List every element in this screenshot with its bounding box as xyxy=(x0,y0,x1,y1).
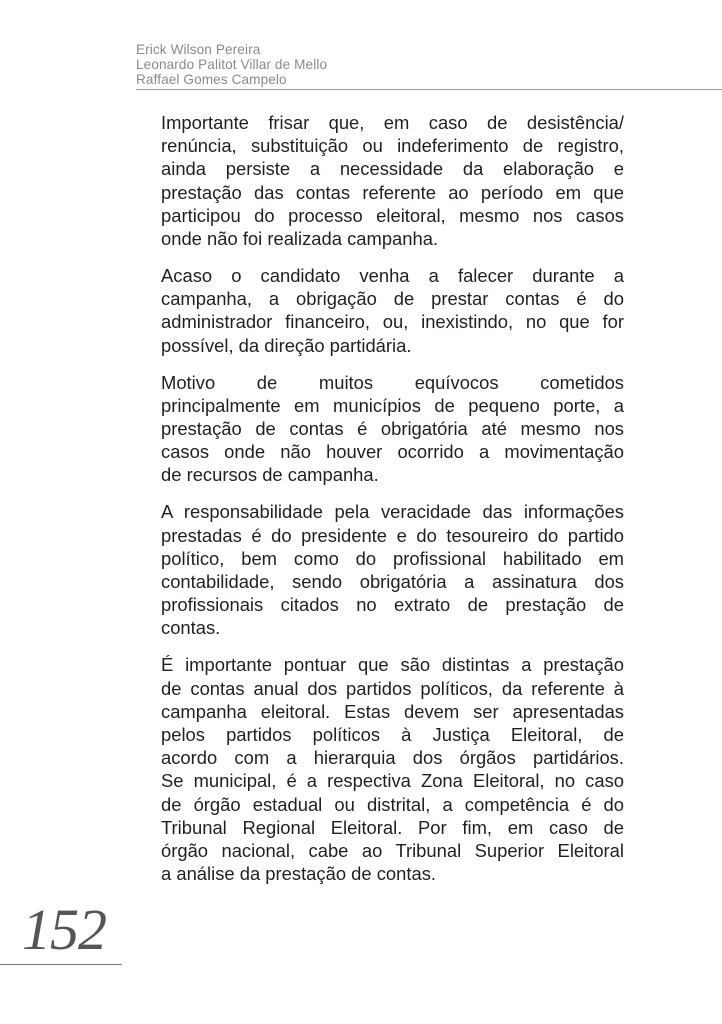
text-line: contabilidade, sendo obrigatória a assinatura dos xyxy=(161,571,624,593)
author-name: Leonardo Palitot Villar de Mello xyxy=(136,57,328,73)
text-line: renúncia, substituição ou indeferimento de registro, xyxy=(161,135,624,157)
text-line: participou do processo eleitoral, mesmo nos casos xyxy=(161,204,624,226)
text-line: Tribunal Regional Eleitoral. Por fim, em caso de xyxy=(161,816,624,838)
body-text xyxy=(161,111,624,899)
text-line: prestação das contas referente ao período em que xyxy=(161,181,624,203)
paragraph xyxy=(161,371,624,487)
text-line: a análise da prestação de contas. xyxy=(161,863,437,885)
text-line: Se municipal, é a respectiva Zona Eleitoral, no caso xyxy=(161,770,624,792)
text-line: principalmente em municípios de pequeno porte, a xyxy=(161,394,624,416)
text-line: A responsabilidade pela veracidade das informações xyxy=(161,501,624,523)
text-line: de órgão estadual ou distrital, a competência é do xyxy=(161,793,624,815)
text-line: administrador financeiro, ou, inexistindo, no que for xyxy=(161,311,624,333)
text-line: Importante frisar que, em caso de desistência/ xyxy=(161,112,624,133)
text-line: Acaso o candidato venha a falecer durante a xyxy=(161,265,624,287)
text-line: possível, da direção partidária. xyxy=(161,334,412,356)
text-line: Motivo de muitos equívocos cometidos xyxy=(161,371,624,393)
paragraph xyxy=(161,264,624,357)
text-line: É importante pontuar que são distintas a prestação xyxy=(161,654,624,676)
text-line: prestadas é do presidente e do tesoureiro do partido xyxy=(161,524,624,546)
text-line: onde não foi realizada campanha. xyxy=(161,228,439,250)
running-head xyxy=(136,42,722,88)
text-line: político, bem como do profissional habilitado em xyxy=(161,547,624,569)
text-line: de recursos de campanha. xyxy=(161,464,379,486)
header-rule xyxy=(136,89,722,90)
text-line: profissionais citados no extrato de prestação de xyxy=(161,594,624,616)
text-line: contas. xyxy=(161,617,221,639)
text-line: ainda persiste a necessidade da elaboração e xyxy=(161,158,624,180)
text-line: pelos partidos políticos à Justiça Eleitoral, de xyxy=(161,724,624,746)
text-line: campanha eleitoral. Estas devem ser apresentadas xyxy=(161,700,624,722)
text-line: acordo com a hierarquia dos órgãos partidários. xyxy=(161,747,624,769)
text-line: órgão nacional, cabe ao Tribunal Superior Eleitoral xyxy=(161,840,624,862)
text-line: casos onde não houver ocorrido a movimentação xyxy=(161,441,624,463)
author-name: Erick Wilson Pereira xyxy=(136,42,261,57)
text-line: de contas anual dos partidos políticos, da referente à xyxy=(161,677,624,699)
text-line: prestação de contas é obrigatória até mesmo nos xyxy=(161,418,624,440)
paragraph xyxy=(161,500,624,639)
page-number-rule xyxy=(0,964,122,965)
text-line: campanha, a obrigação de prestar contas é do xyxy=(161,288,624,310)
author-name: Raffael Gomes Campelo xyxy=(136,72,287,88)
paragraph xyxy=(161,653,624,885)
paragraph xyxy=(161,111,624,250)
page-number: 152 xyxy=(22,897,106,962)
